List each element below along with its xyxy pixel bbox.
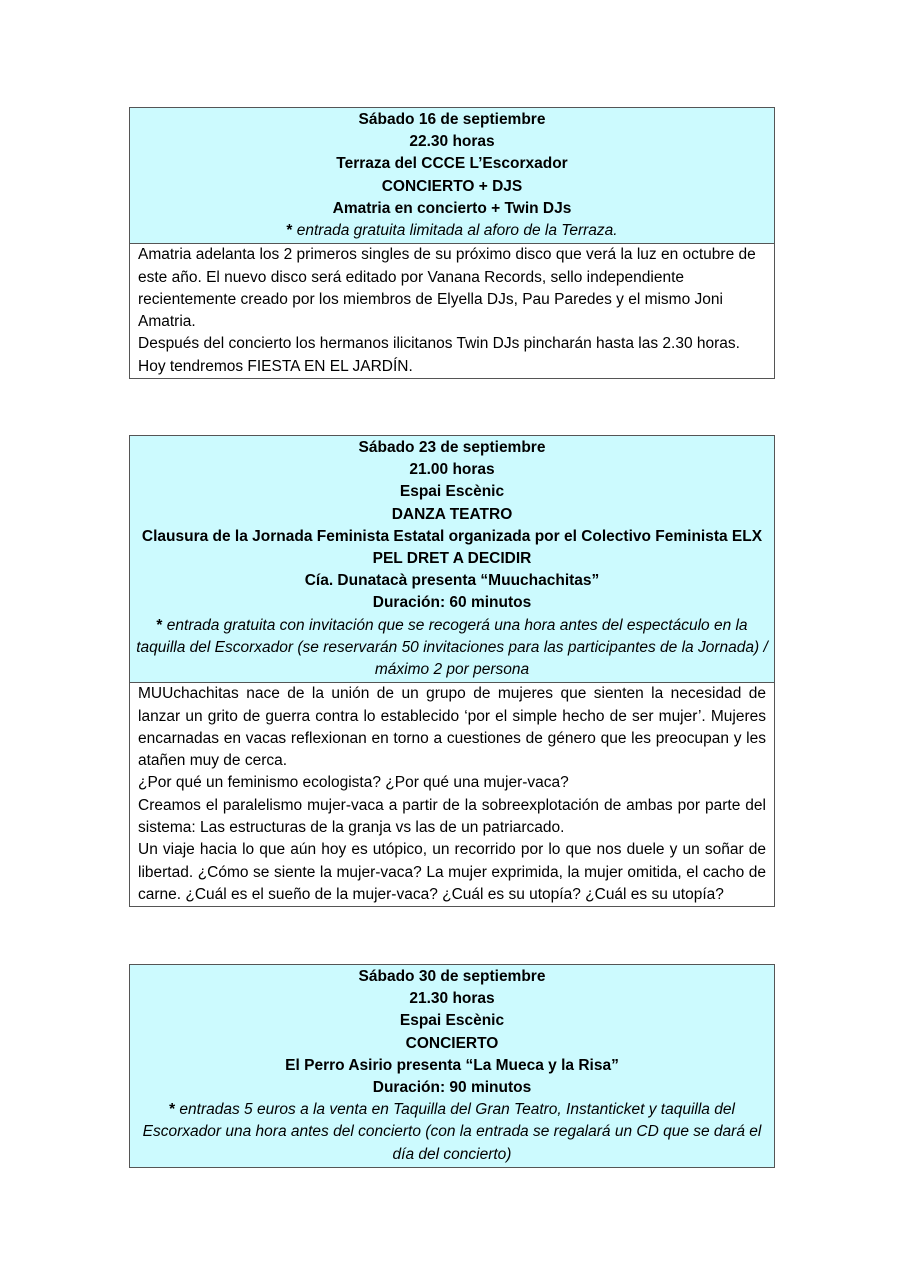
event-title: Cía. Dunatacà presenta “Muuchachitas” bbox=[304, 572, 600, 590]
event-ticket-note: * entradas 5 euros a la venta en Taquilla del Gran Teatro, Instanticket y taquilla del Escorxador una hora antes del concierto (con la entrada se regalará un CD que se dará el día del concierto) bbox=[142, 1101, 762, 1163]
event-category: CONCIERTO + DJS bbox=[381, 177, 523, 195]
description-paragraph: Hoy tendremos FIESTA EN EL JARDÍN. bbox=[138, 357, 413, 375]
event-time: 21.30 horas bbox=[409, 990, 495, 1008]
event-time: 21.00 horas bbox=[409, 461, 495, 479]
description-paragraph: MUUchachitas nace de la unión de un grupo de mujeres que sienten la necesidad de lanzar un grito de guerra contra lo establecido ‘por el simple hecho de ser mujer’. Mujeres encarnadas en vacas reflexionan en torno a cuestiones de género que les preocupan y les atañen muy de cerca. bbox=[138, 685, 766, 770]
description-paragraph: Creamos el paralelismo mujer-vaca a partir de la sobreexplotación de ambas por parte del sistema: Las estructuras de la granja vs las de un patriarcado. bbox=[138, 796, 766, 837]
event-header bbox=[130, 108, 774, 243]
event-time: 22.30 horas bbox=[409, 133, 495, 151]
event-date: Sábado 23 de septiembre bbox=[358, 439, 546, 456]
event-description bbox=[130, 243, 774, 378]
description-paragraph: Después del concierto los hermanos ilicitanos Twin DJs pincharán hasta las 2.30 horas. bbox=[138, 335, 740, 353]
event-card-1 bbox=[129, 107, 775, 379]
event-date: Sábado 30 de septiembre bbox=[358, 968, 546, 985]
event-ticket-note: * entrada gratuita con invitación que se recogerá una hora antes del espectáculo en la taquilla del Escorxador (se reservarán 50 invitaciones para las participantes de la Jornada) / máximo 2 por persona bbox=[136, 616, 768, 679]
event-card-3 bbox=[129, 964, 775, 1168]
event-card-2 bbox=[129, 435, 775, 907]
event-duration: Duración: 90 minutos bbox=[372, 1079, 532, 1097]
description-paragraph: Amatria adelanta los 2 primeros singles de su próximo disco que verá la luz en octubre de este año. El nuevo disco será editado por Vanana Records, sello independiente recientemente creado por los miembros de Elyella DJs, Pau Paredes y el mismo Joni Amatria. bbox=[138, 246, 756, 331]
event-title: El Perro Asirio presenta “La Mueca y la Risa” bbox=[285, 1056, 619, 1074]
event-ticket-note: * entrada gratuita limitada al aforo de la Terraza. bbox=[286, 222, 618, 240]
event-category: DANZA TEATRO bbox=[391, 505, 513, 523]
event-duration: Duración: 60 minutos bbox=[372, 594, 532, 612]
event-title: Amatria en concierto + Twin DJs bbox=[332, 199, 572, 217]
event-description bbox=[130, 682, 774, 906]
event-header bbox=[130, 436, 774, 682]
description-paragraph: Un viaje hacia lo que aún hoy es utópico, un recorrido por lo que nos duele y un soñar de libertad. ¿Cómo se siente la mujer-vaca? La mujer exprimida, la mujer omitida, el cacho de carne. ¿Cuál es el sueño de la mujer-vaca? ¿Cuál es su utopía? ¿Cuál es su utopía? bbox=[138, 841, 766, 903]
description-paragraph: ¿Por qué un feminismo ecologista? ¿Por qué una mujer-vaca? bbox=[138, 774, 569, 792]
event-header bbox=[130, 965, 774, 1167]
event-venue: Terraza del CCCE L’Escorxador bbox=[336, 155, 568, 173]
event-venue: Espai Escènic bbox=[399, 483, 505, 501]
event-venue: Espai Escènic bbox=[399, 1012, 505, 1030]
event-subtitle: Clausura de la Jornada Feminista Estatal organizada por el Colectivo Feminista ELX bbox=[141, 527, 763, 545]
event-category: CONCIERTO bbox=[405, 1034, 499, 1052]
event-date: Sábado 16 de septiembre bbox=[358, 111, 546, 128]
event-subtitle: PEL DRET A DECIDIR bbox=[372, 550, 532, 568]
